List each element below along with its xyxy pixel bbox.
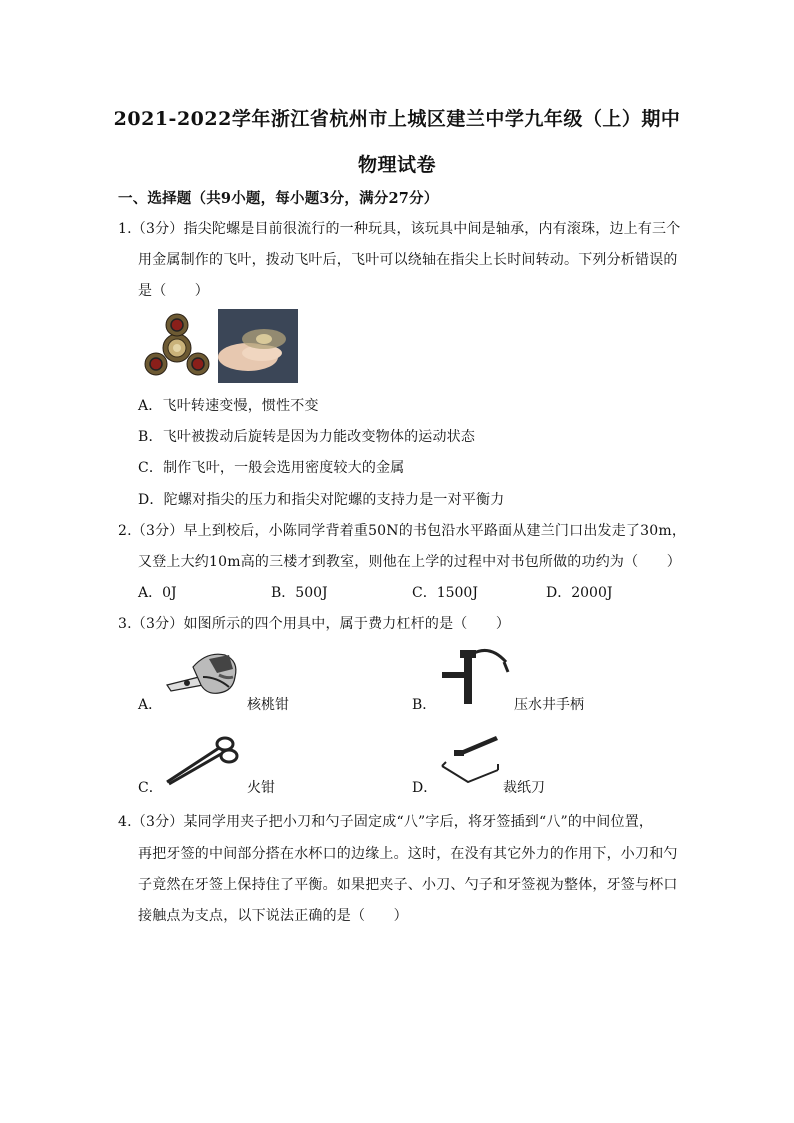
- q1-option-a: A．飞叶转速变慢，惯性不变: [138, 398, 319, 414]
- q3-option-c-letter: C．: [138, 780, 163, 796]
- q1-line-2: 用金属制作的飞叶，拨动飞叶后，飞叶可以绕轴在指尖上长时间转动。下列分析错误的: [138, 252, 678, 268]
- q3-option-b-label: 压水井手柄: [514, 697, 584, 713]
- q4-line-1: 4.（3分）某同学用夹子把小刀和勺子固定成“八”字后，将牙签插到“八”的中间位置，: [118, 814, 654, 830]
- q2-line-2: 又登上大约10m高的三楼才到教室，则他在上学的过程中对书包所做的功约为（ ）: [138, 554, 681, 570]
- q3-option-b-letter: B．: [412, 697, 437, 713]
- q4-line-4: 接触点为支点，以下说法正确的是（ ）: [138, 908, 408, 924]
- q3-option-c-label: 火钳: [247, 780, 275, 796]
- nutcracker-image: [163, 647, 243, 699]
- q1-line-3: 是（ ）: [138, 283, 209, 299]
- q1-option-d: D．陀螺对指尖的压力和指尖对陀螺的支持力是一对平衡力: [138, 492, 505, 508]
- page-title: 2021-2022学年浙江省杭州市上城区建兰中学九年级（上）期中: [113, 108, 681, 130]
- q1-option-b: B．飞叶被拨动后旋转是因为力能改变物体的运动状态: [138, 429, 476, 445]
- q2-option-a: A．0J: [138, 585, 177, 601]
- q2-option-d: D．2000J: [546, 585, 613, 601]
- page-subtitle: 物理试卷: [357, 154, 436, 176]
- q3-option-a-label: 核桃钳: [247, 697, 289, 713]
- fidget-spinner-image: [140, 312, 214, 384]
- q2-line-1: 2.（3分）早上到校后，小陈同学背着重50N的书包沿水平路面从建兰门口出发走了30m，: [118, 523, 687, 539]
- q4-line-3: 子竟然在牙签上保持住了平衡。如果把夹子、小刀、勺子和牙签视为整体，牙签与杯口: [138, 877, 678, 893]
- section-heading: 一、选择题（共9小题，每小题3分，满分27分）: [118, 190, 439, 207]
- q4-line-2: 再把牙签的中间部分搭在水杯口的边缘上。这时，在没有其它外力的作用下，小刀和勺: [138, 846, 678, 862]
- q3-option-d-label: 裁纸刀: [503, 780, 545, 796]
- spinner-on-finger-image: [218, 309, 298, 383]
- water-pump-image: [438, 646, 510, 706]
- q3-line: 3.（3分）如图所示的四个用具中，属于费力杠杆的是（ ）: [118, 616, 511, 632]
- q1-line-1: 1.（3分）指尖陀螺是目前很流行的一种玩具，该玩具中间是轴承，内有滚珠，边上有三个: [118, 221, 681, 237]
- q2-option-b: B．500J: [271, 585, 328, 601]
- q3-option-d-letter: D．: [412, 780, 438, 796]
- q2-option-c: C．1500J: [412, 585, 478, 601]
- fire-tongs-image: [163, 734, 243, 786]
- paper-cutter-image: [438, 730, 502, 786]
- q1-option-c: C．制作飞叶，一般会选用密度较大的金属: [138, 460, 405, 476]
- q3-option-a-letter: A．: [138, 697, 163, 713]
